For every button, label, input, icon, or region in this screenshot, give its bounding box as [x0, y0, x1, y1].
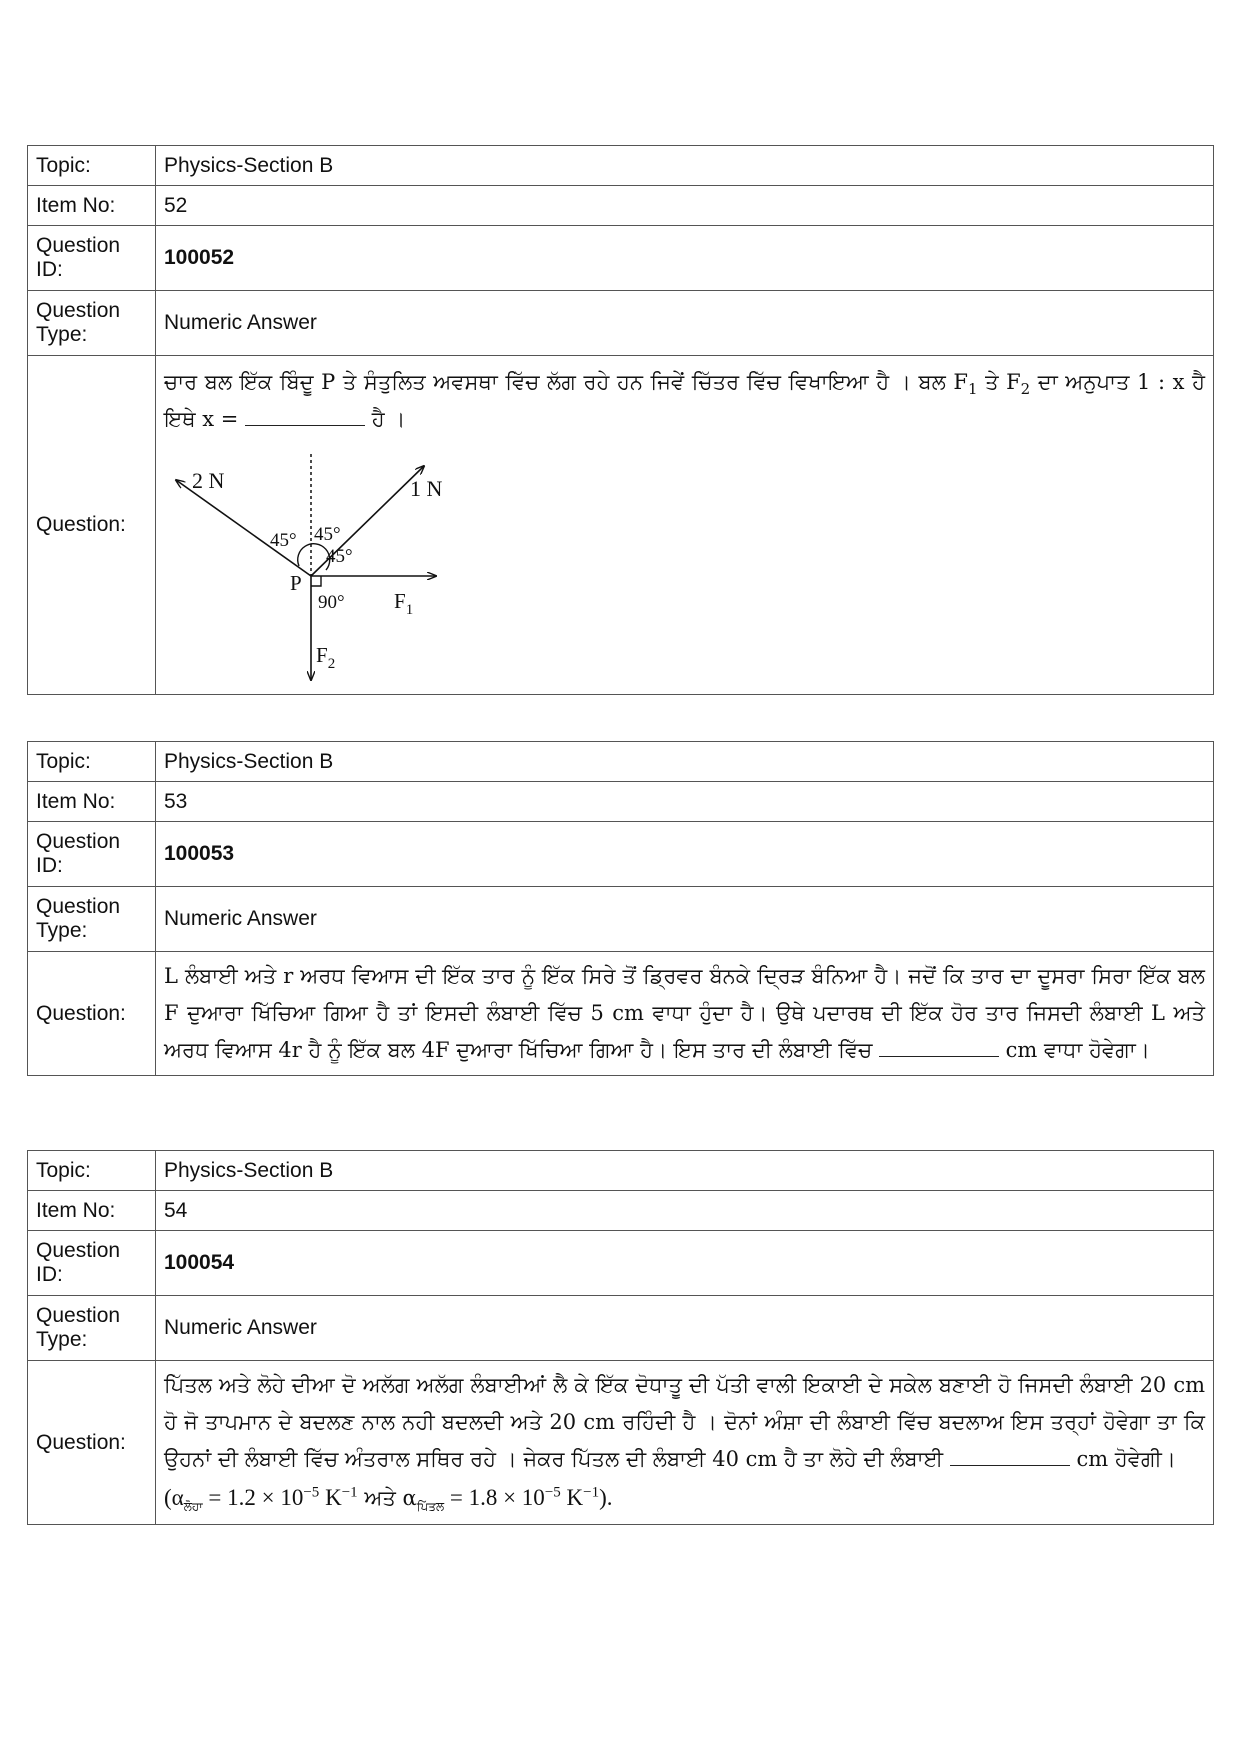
- question-label: Question:: [28, 1361, 156, 1525]
- question-text-part: ਤੇ F: [977, 370, 1021, 394]
- formula-part: K: [319, 1485, 342, 1510]
- item-no-value: 52: [156, 186, 1214, 226]
- answer-blank: [879, 1034, 999, 1057]
- question-text-part: cm ਹੋਵੇਗੀ।: [1076, 1447, 1176, 1471]
- question-text-part: ਚਾਰ ਬਲ ਇੱਕ ਬਿੰਦੂ P ਤੇ ਸੰਤੁਲਿਤ ਅਵਸਥਾ ਵਿੱਚ ਲੱਗ ਰਹੇ ਹਨ ਜਿਵੇਂ ਚਿੱਤਰ ਵਿੱਚ ਵਿਖਾਇਆ ਹੈ । ਬਲ F: [164, 370, 968, 394]
- question-type-label: Question Type:: [28, 1296, 156, 1361]
- question-id-value: 100052: [156, 226, 1214, 291]
- force-diagram: [164, 448, 464, 688]
- subscript: ਪਿੱਤਲ: [416, 1499, 445, 1514]
- topic-label: Topic:: [28, 742, 156, 782]
- item-no-value: 53: [156, 782, 1214, 822]
- question-body: [156, 356, 1214, 695]
- formula-part: K: [560, 1485, 584, 1510]
- question-body: [156, 1361, 1214, 1525]
- question-table-54: [27, 1150, 1214, 1525]
- angle-label: 45°: [270, 530, 297, 551]
- question-text: [164, 1367, 1205, 1478]
- angle-label: 45°: [314, 524, 341, 545]
- topic-value: Physics-Section B: [156, 146, 1214, 186]
- question-text: [164, 364, 1205, 438]
- formula-part: (α: [164, 1485, 184, 1510]
- angle-label: 90°: [318, 592, 345, 613]
- label-f2: $F_2$: [316, 643, 336, 672]
- point-label: P: [290, 571, 302, 595]
- question-text-part: ਦਾ ਅਨੁਪਾਤ 1 : x ਹੈ ਇਥੇ x =: [164, 370, 1205, 431]
- answer-blank: [950, 1443, 1070, 1466]
- superscript: −1: [583, 1484, 600, 1501]
- question-type-label: Question Type:: [28, 291, 156, 356]
- force-arrow-2n: [176, 480, 311, 576]
- question-type-label: Question Type:: [28, 887, 156, 952]
- item-no-value: 54: [156, 1191, 1214, 1231]
- superscript: −1: [341, 1484, 358, 1501]
- question-type-value: Numeric Answer: [156, 887, 1214, 952]
- formula-part: ).: [599, 1485, 613, 1510]
- question-text: [164, 958, 1205, 1069]
- question-text-part: cm ਵਾਧਾ ਹੋਵੇਗਾ।: [1005, 1038, 1150, 1062]
- question-type-value: Numeric Answer: [156, 291, 1214, 356]
- coefficient-formula: [164, 1478, 1205, 1518]
- item-no-label: Item No:: [28, 1191, 156, 1231]
- question-label: Question:: [28, 356, 156, 695]
- label-2n: 2 N: [192, 468, 225, 493]
- angle-label: 45°: [326, 546, 353, 567]
- question-table-53: [27, 741, 1214, 1076]
- answer-blank: [245, 403, 365, 426]
- formula-part: = 1.2 × 10: [202, 1485, 304, 1510]
- formula-part: = 1.8 × 10: [444, 1485, 545, 1510]
- question-label: Question:: [28, 952, 156, 1076]
- label-1n: 1 N: [410, 476, 443, 501]
- topic-label: Topic:: [28, 1151, 156, 1191]
- subscript: ਲੋਹਾ: [183, 1499, 203, 1514]
- question-body: [156, 952, 1214, 1076]
- right-angle-mark: [311, 576, 321, 586]
- question-id-label: Question ID:: [28, 822, 156, 887]
- question-text-part: ਹੈ ।: [365, 407, 406, 431]
- subscript: 2: [1020, 380, 1031, 399]
- question-type-value: Numeric Answer: [156, 1296, 1214, 1361]
- item-no-label: Item No:: [28, 782, 156, 822]
- item-no-label: Item No:: [28, 186, 156, 226]
- topic-label: Topic:: [28, 146, 156, 186]
- superscript: −5: [544, 1484, 561, 1501]
- question-id-label: Question ID:: [28, 226, 156, 291]
- question-id-label: Question ID:: [28, 1231, 156, 1296]
- question-text-part: ਪਿੱਤਲ ਅਤੇ ਲੋਹੇ ਦੀਆ ਦੋ ਅਲੱਗ ਅਲੱਗ ਲੰਬਾਈਆਂ ਲੈ ਕੇ ਇੱਕ ਦੋਧਾਤੂ ਦੀ ਪੱਤੀ ਵਾਲੀ ਇਕਾਈ ਦੇ ਸਕੇਲ ਬਣਾਈ ਹੋ ਜਿਸਦੀ ਲੰਬਾਈ 20 cm ਹੋ ਜੋ ਤਾਪਮਾਨ ਦੇ ਬਦਲਣ ਨਾਲ ਨਹੀ ਬਦਲਦੀ ਅਤੇ 20 cm ਰਹਿੰਦੀ ਹੈ । ਦੋਨਾਂ ਅੰਸ਼ਾ ਦੀ ਲੰਬਾਈ ਵਿੱਚ ਬਦਲਾਅ ਇਸ ਤਰ੍ਹਾਂ ਹੋਵੇਗਾ ਤਾ ਕਿ ਉਹਨਾਂ ਦੀ ਲੰਬਾਈ ਵਿੱਚ ਅੰਤਰਾਲ ਸਥਿਰ ਰਹੇ । ਜੇਕਰ ਪਿੱਤਲ ਦੀ ਲੰਬਾਈ 40 cm ਹੈ ਤਾ ਲੋਹੇ ਦੀ ਲੰਬਾਈ: [164, 1373, 1205, 1471]
- subscript: 1: [967, 380, 978, 399]
- question-text-part: L ਲੰਬਾਈ ਅਤੇ r ਅਰਧ ਵਿਆਸ ਦੀ ਇੱਕ ਤਾਰ ਨੂੰ ਇੱਕ ਸਿਰੇ ਤੋਂ ਡ੍ਰਿਵਰ ਬੰਨਕੇ ਦ੍ਰਿੜ ਬੰਨਿਆ ਹੈ। ਜਦੋਂ ਕਿ ਤਾਰ ਦਾ ਦੂਸਰਾ ਸਿਰਾ ਇੱਕ ਬਲ F ਦੁਆਰਾ ਖਿੱਚਿਆ ਗਿਆ ਹੈ ਤਾਂ ਇਸਦੀ ਲੰਬਾਈ ਵਿੱਚ 5 cm ਵਾਧਾ ਹੁੰਦਾ ਹੈ। ਉਥੇ ਪਦਾਰਥ ਦੀ ਇੱਕ ਹੋਰ ਤਾਰ ਜਿਸਦੀ ਲੰਬਾਈ L ਅਤੇ ਅਰਧ ਵਿਆਸ 4r ਹੈ ਨੂੰ ਇੱਕ ਬਲ 4F ਦੁਆਰਾ ਖਿੱਚਿਆ ਗਿਆ ਹੈ। ਇਸ ਤਾਰ ਦੀ ਲੰਬਾਈ ਵਿੱਚ: [164, 964, 1205, 1062]
- label-f1: $F_1$: [394, 589, 414, 618]
- angle-arc: [298, 544, 330, 570]
- question-id-value: 100054: [156, 1231, 1214, 1296]
- topic-value: Physics-Section B: [156, 1151, 1214, 1191]
- formula-part: ਅਤੇ α: [357, 1486, 417, 1510]
- question-table-52: [27, 145, 1214, 695]
- topic-value: Physics-Section B: [156, 742, 1214, 782]
- question-id-value: 100053: [156, 822, 1214, 887]
- superscript: −5: [303, 1484, 320, 1501]
